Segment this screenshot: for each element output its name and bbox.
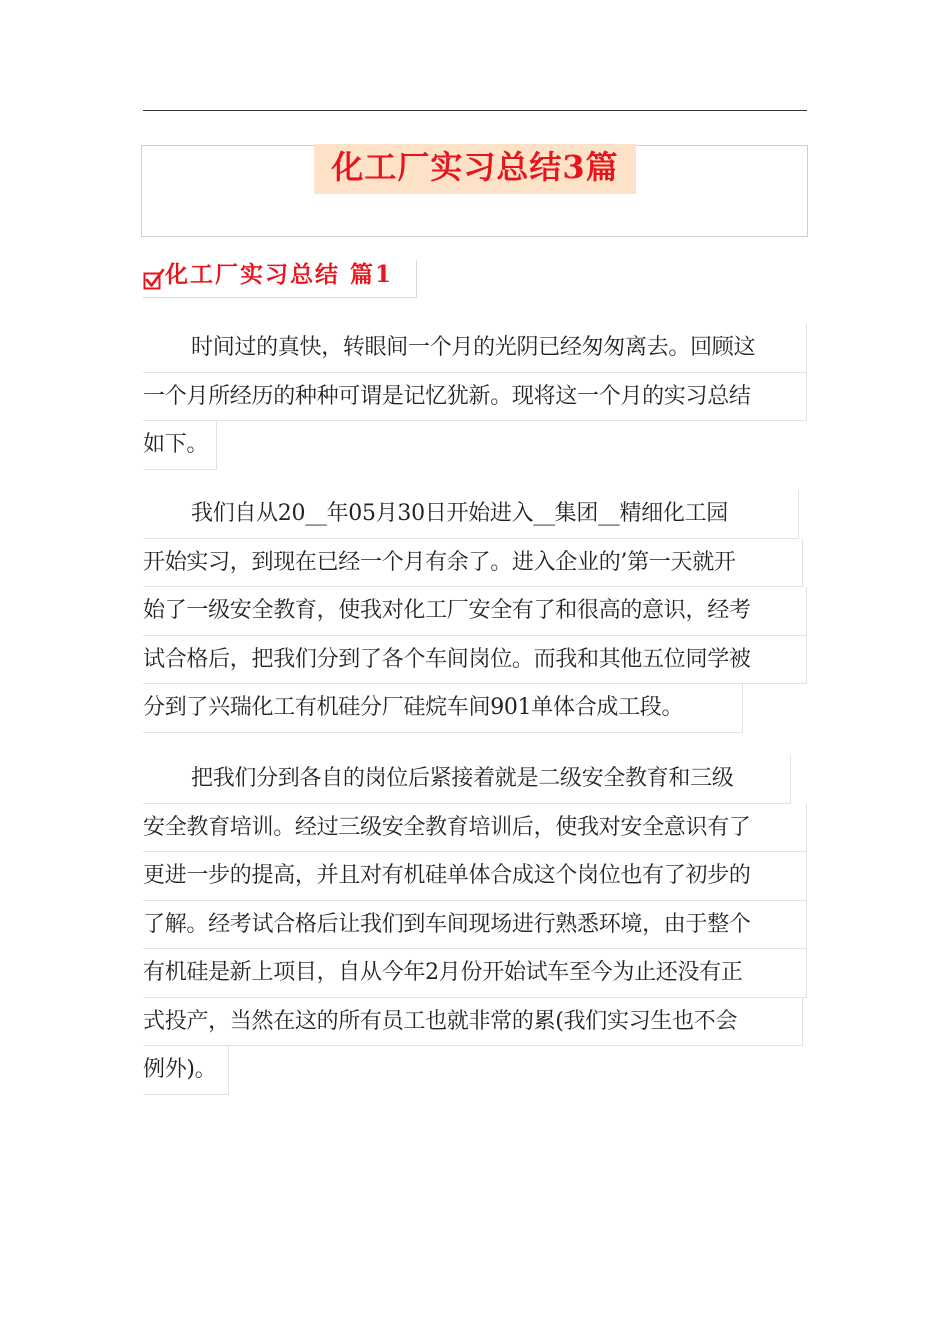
paragraph-line: 时间过的真快，转眼间一个月的光阴已经匆匆离去。回顾这 bbox=[143, 324, 807, 373]
paragraph-line: 如下。 bbox=[143, 421, 217, 470]
paragraph-line: 始了一级安全教育，使我对化工厂安全有了和很高的意识，经考 bbox=[143, 587, 807, 636]
paragraph-3 bbox=[143, 755, 807, 1095]
paragraph-line: 把我们分到各自的岗位后紧接着就是二级安全教育和三级 bbox=[143, 755, 791, 804]
document-title: 化工厂实习总结3篇 bbox=[331, 148, 619, 186]
paragraph-1 bbox=[143, 324, 807, 470]
paragraph-line: 分到了兴瑞化工有机硅分厂硅烷车间901单体合成工段。 bbox=[143, 684, 743, 733]
paragraph-line: 例外)。 bbox=[143, 1046, 229, 1095]
paragraph-line: 式投产，当然在这的所有员工也就非常的累(我们实习生也不会 bbox=[143, 998, 803, 1047]
paragraph-line: 更进一步的提高，并且对有机硅单体合成这个岗位也有了初步的 bbox=[143, 852, 807, 901]
paragraph-line: 我们自从20__年05月30日开始进入__集团__精细化工园 bbox=[143, 490, 799, 539]
paragraph-line: 开始实习，到现在已经一个月有余了。进入企业的’第一天就开 bbox=[143, 539, 803, 588]
paragraph-line: 有机硅是新上项目，自从今年2月份开始试车至今为止还没有正 bbox=[143, 949, 807, 998]
title-box bbox=[141, 145, 808, 237]
section-heading bbox=[143, 260, 417, 298]
paragraph-2 bbox=[143, 490, 807, 733]
paragraph-line: 安全教育培训。经过三级安全教育培训后，使我对安全意识有了 bbox=[143, 804, 807, 853]
header-rule bbox=[143, 110, 807, 111]
paragraph-line: 了解。经考试合格后让我们到车间现场进行熟悉环境，由于整个 bbox=[143, 901, 807, 950]
checkbox-checked-icon bbox=[143, 268, 165, 292]
paragraph-line: 试合格后，把我们分到了各个车间岗位。而我和其他五位同学被 bbox=[143, 636, 807, 685]
section-heading-text: 化工厂实习总结 篇1 bbox=[165, 261, 394, 288]
paragraph-line: 一个月所经历的种种可谓是记忆犹新。现将这一个月的实习总结 bbox=[143, 373, 807, 422]
